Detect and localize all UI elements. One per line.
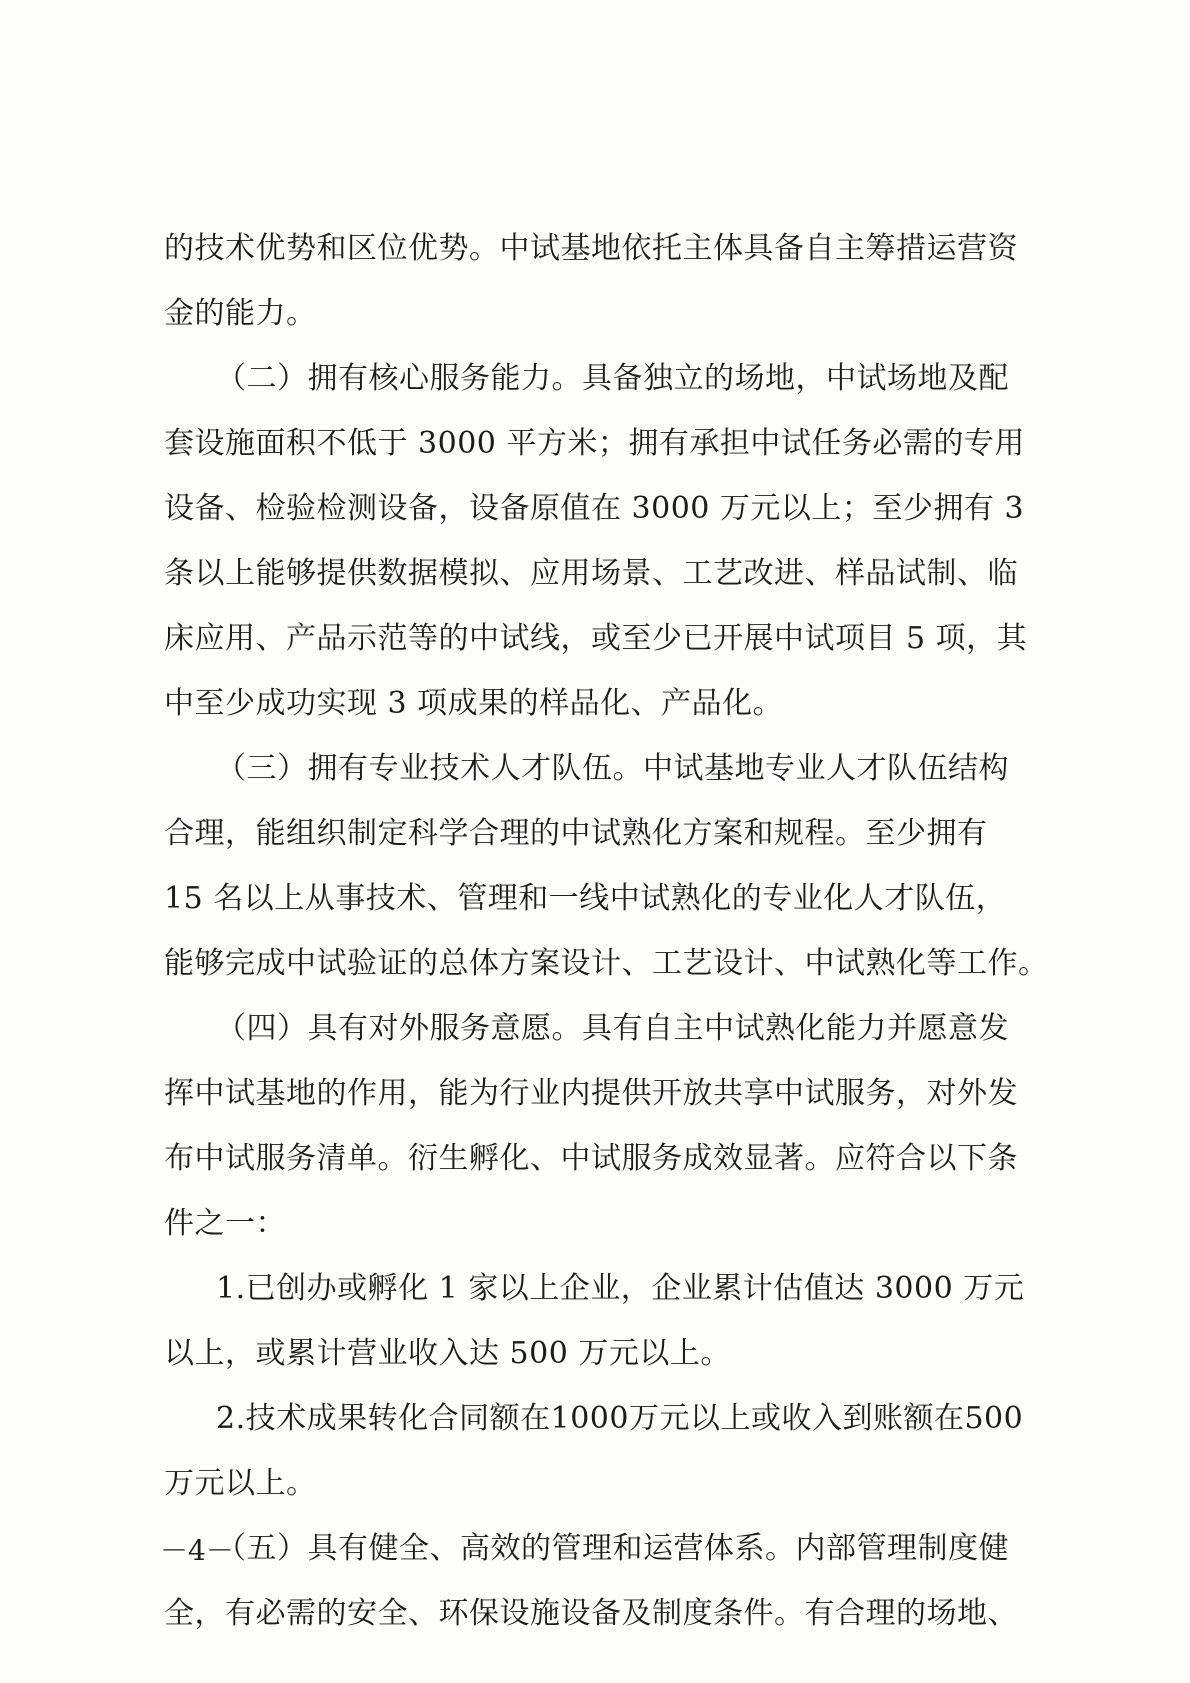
text-line-12: 能够完成中试验证的总体方案设计、工艺设计、中试熟化等工作。 (164, 946, 1049, 981)
text-line-10: 合理，能组织制定科学合理的中试熟化方案和规程。至少拥有 (164, 816, 988, 851)
page-number: －4－ (160, 1534, 234, 1567)
text-line-16: 件之一： (164, 1206, 286, 1241)
text-line-5: 设备、检验检测设备，设备原值在 3000 万元以上；至少拥有 3 (164, 491, 1025, 526)
text-line-11: 15 名以上从事技术、管理和一线中试熟化的专业化人才队伍， (164, 881, 1007, 916)
text-line-2: 金的能力。 (164, 296, 317, 331)
text-line-18: 以上，或累计营业收入达 500 万元以上。 (164, 1336, 731, 1371)
text-line-6: 条以上能够提供数据模拟、应用场景、工艺改进、样品试制、临 (164, 556, 1018, 591)
text-line-20: 万元以上。 (164, 1466, 317, 1501)
text-line-7: 床应用、产品示范等的中试线，或至少已开展中试项目 5 项，其 (164, 621, 1028, 656)
text-line-21: （五）具有健全、高效的管理和运营体系。内部管理制度健 (216, 1531, 1009, 1566)
text-line-3: （二）拥有核心服务能力。具备独立的场地，中试场地及配 (216, 361, 1009, 396)
text-line-17: 1.已创办或孵化 1 家以上企业，企业累计估值达 3000 万元 (216, 1271, 1025, 1306)
text-line-22: 全，有必需的安全、环保设施设备及制度条件。有合理的场地、 (164, 1596, 1018, 1631)
text-line-1: 的技术优势和区位优势。中试基地依托主体具备自主筹措运营资 (164, 231, 1018, 266)
text-line-15: 布中试服务清单。衍生孵化、中试服务成效显著。应符合以下条 (164, 1141, 1018, 1176)
text-line-19: 2.技术成果转化合同额在1000万元以上或收入到账额在500 (216, 1401, 1024, 1436)
text-line-14: 挥中试基地的作用，能为行业内提供开放共享中试服务，对外发 (164, 1076, 1018, 1111)
text-line-8: 中至少成功实现 3 项成果的样品化、产品化。 (164, 686, 784, 721)
text-line-9: （三）拥有专业技术人才队伍。中试基地专业人才队伍结构 (216, 751, 1009, 786)
text-line-4: 套设施面积不低于 3000 平方米；拥有承担中试任务必需的专用 (164, 426, 1025, 461)
document-body (164, 216, 1049, 1646)
text-line-13: （四）具有对外服务意愿。具有自主中试熟化能力并愿意发 (216, 1011, 1009, 1046)
